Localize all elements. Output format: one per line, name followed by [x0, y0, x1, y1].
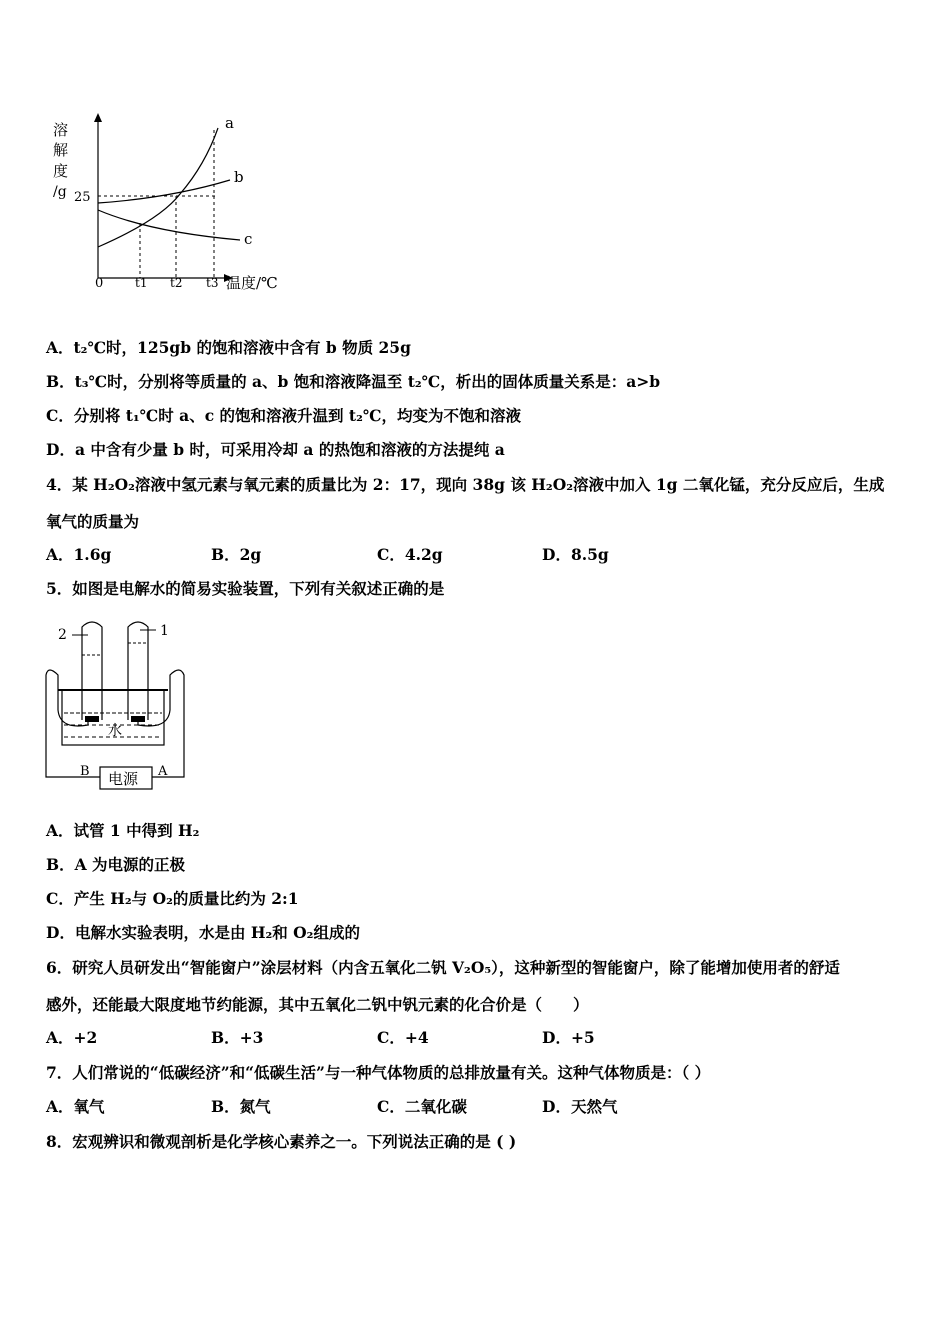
y-tick-25: 25	[74, 190, 91, 205]
curve-b	[98, 180, 230, 203]
x-axis-label: 温度/℃	[226, 274, 278, 292]
curve-a-label: a	[225, 114, 234, 132]
q4-option-b: B．2g	[211, 545, 262, 564]
q7-option-c: C．二氧化碳	[377, 1097, 467, 1116]
q5-option-c: C．产生 H₂与 O₂的质量比约为 2:1	[46, 889, 299, 908]
wire-a-label: A	[158, 764, 168, 779]
q4-stem-line1: 4．某 H₂O₂溶液中氢元素与氧元素的质量比为 2：17，现向 38g 该 H₂O₂溶液中加入 1g 二氧化锰，充分反应后，生成	[46, 475, 885, 494]
q3-option-d: D．a 中含有少量 b 时，可采用冷却 a 的热饱和溶液的方法提纯 a	[46, 440, 505, 459]
q7-option-a: A．氧气	[46, 1097, 105, 1116]
water-label: 水	[108, 723, 122, 739]
x-tick-t1: t1	[135, 276, 148, 290]
q5-stem: 5．如图是电解水的简易实验装置，下列有关叙述正确的是	[46, 579, 445, 598]
graph-ylabel-2: 解	[53, 141, 69, 159]
q6-option-a: A．+2	[46, 1028, 98, 1047]
power-supply-label: 电源	[108, 770, 139, 788]
q3-option-a: A．t₂℃时，125gb 的饱和溶液中含有 b 物质 25g	[46, 338, 411, 357]
q6-stem-line1: 6．研究人员研发出“智能窗户”涂层材料（内含五氧化二钒 V₂O₅），这种新型的智能窗户，除了能增加使用者的舒适	[46, 958, 840, 977]
curve-c	[98, 210, 240, 240]
electrode-2	[85, 716, 99, 722]
q4-option-d: D．8.5g	[542, 545, 609, 564]
tube-1	[128, 622, 148, 720]
q7-option-b: B．氮气	[211, 1097, 271, 1116]
q3-option-b: B．t₃℃时，分别将等质量的 a、b 饱和溶液降温至 t₂℃，析出的固体质量关系是：a>b	[46, 372, 661, 391]
q3-option-c: C．分别将 t₁℃时 a、c 的饱和溶液升温到 t₂℃，均变为不饱和溶液	[46, 406, 521, 425]
q7-option-d: D．天然气	[542, 1097, 618, 1116]
graph-ylabel-4: /g	[53, 184, 67, 200]
tube-2-label: 2	[58, 627, 67, 643]
q7-stem: 7．人们常说的“低碳经济”和“低碳生活”与一种气体物质的总排放量有关。这种气体物质是：（ ）	[46, 1063, 711, 1082]
origin-label: 0	[95, 276, 104, 291]
q6-option-d: D．+5	[542, 1028, 595, 1047]
wire-b-label: B	[80, 764, 90, 779]
q5-option-b: B．A 为电源的正极	[46, 855, 186, 874]
q8-stem: 8．宏观辨识和微观剖析是化学核心素养之一。下列说法正确的是 ( )	[46, 1132, 517, 1151]
y-axis-arrow	[94, 113, 102, 122]
q4-option-c: C．4.2g	[377, 545, 443, 564]
tube-2	[82, 622, 102, 720]
x-tick-t3: t3	[206, 276, 219, 290]
graph-ylabel-3: 度	[53, 162, 69, 180]
q6-stem-line2: 感外，还能最大限度地节约能源，其中五氧化二钒中钒元素的化合价是（ ）	[46, 995, 589, 1014]
electrolysis-apparatus	[40, 615, 200, 800]
q4-stem-line2: 氧气的质量为	[46, 512, 140, 531]
graph-ylabel-1: 溶	[53, 121, 69, 139]
solubility-graph	[40, 110, 300, 300]
q6-option-b: B．+3	[211, 1028, 264, 1047]
q5-option-d: D．电解水实验表明，水是由 H₂和 O₂组成的	[46, 923, 360, 942]
x-tick-t2: t2	[170, 276, 183, 290]
curve-b-label: b	[234, 168, 244, 186]
curve-c-label: c	[244, 230, 253, 248]
q6-option-c: C．+4	[377, 1028, 429, 1047]
q4-option-a: A．1.6g	[46, 545, 112, 564]
tube-1-label: 1	[160, 623, 169, 639]
q5-option-a: A．试管 1 中得到 H₂	[46, 821, 200, 840]
